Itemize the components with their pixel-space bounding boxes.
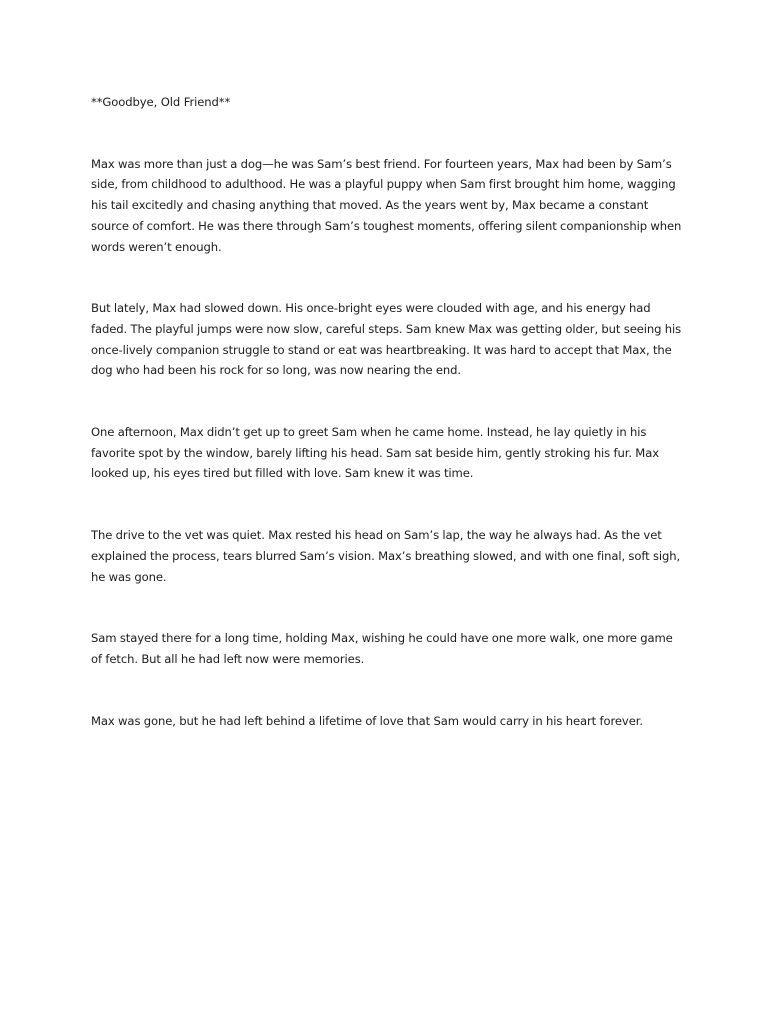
document-body: [91, 92, 685, 772]
paragraph-3: One afternoon, Max didn’t get up to greet Sam when he came home. Instead, he lay quietly in his favorite spot by the window, barely lifting his head. Sam sat beside him, gently stroking his fur. Max looked up, his eyes tired but filled with love. Sam knew it was time.: [91, 425, 659, 481]
paragraph-2: But lately, Max had slowed down. His once-bright eyes were clouded with age, and his energy had faded. The playful jumps were now slow, careful steps. Sam knew Max was getting older, but seeing his once-lively companion struggle to stand or eat was heartbreaking. It was hard to accept that Max, the dog who had been his rock for so long, was now nearing the end.: [91, 301, 682, 378]
paragraph-1: Max was more than just a dog—he was Sam’s best friend. For fourteen years, Max had been by Sam’s side, from childhood to adulthood. He was a playful puppy when Sam first brought him home, wagging his tail excitedly and chasing anything that moved. As the years went by, Max became a constant source of comfort. He was there through Sam’s toughest moments, offering silent companionship when words weren’t enough.: [91, 156, 682, 254]
paragraph-6: Max was gone, but he had left behind a lifetime of love that Sam would carry in his heart forever.: [91, 713, 643, 728]
paragraph-5: Sam stayed there for a long time, holding Max, wishing he could have one more walk, one more game of fetch. But all he had left now were memories.: [91, 631, 673, 666]
paragraph-4: The drive to the vet was quiet. Max rested his head on Sam’s lap, the way he always had. As the vet explained the process, tears blurred Sam’s vision. Max’s breathing slowed, and with one final, soft sigh, he was gone.: [91, 528, 681, 584]
document-title: **Goodbye, Old Friend**: [91, 95, 231, 109]
